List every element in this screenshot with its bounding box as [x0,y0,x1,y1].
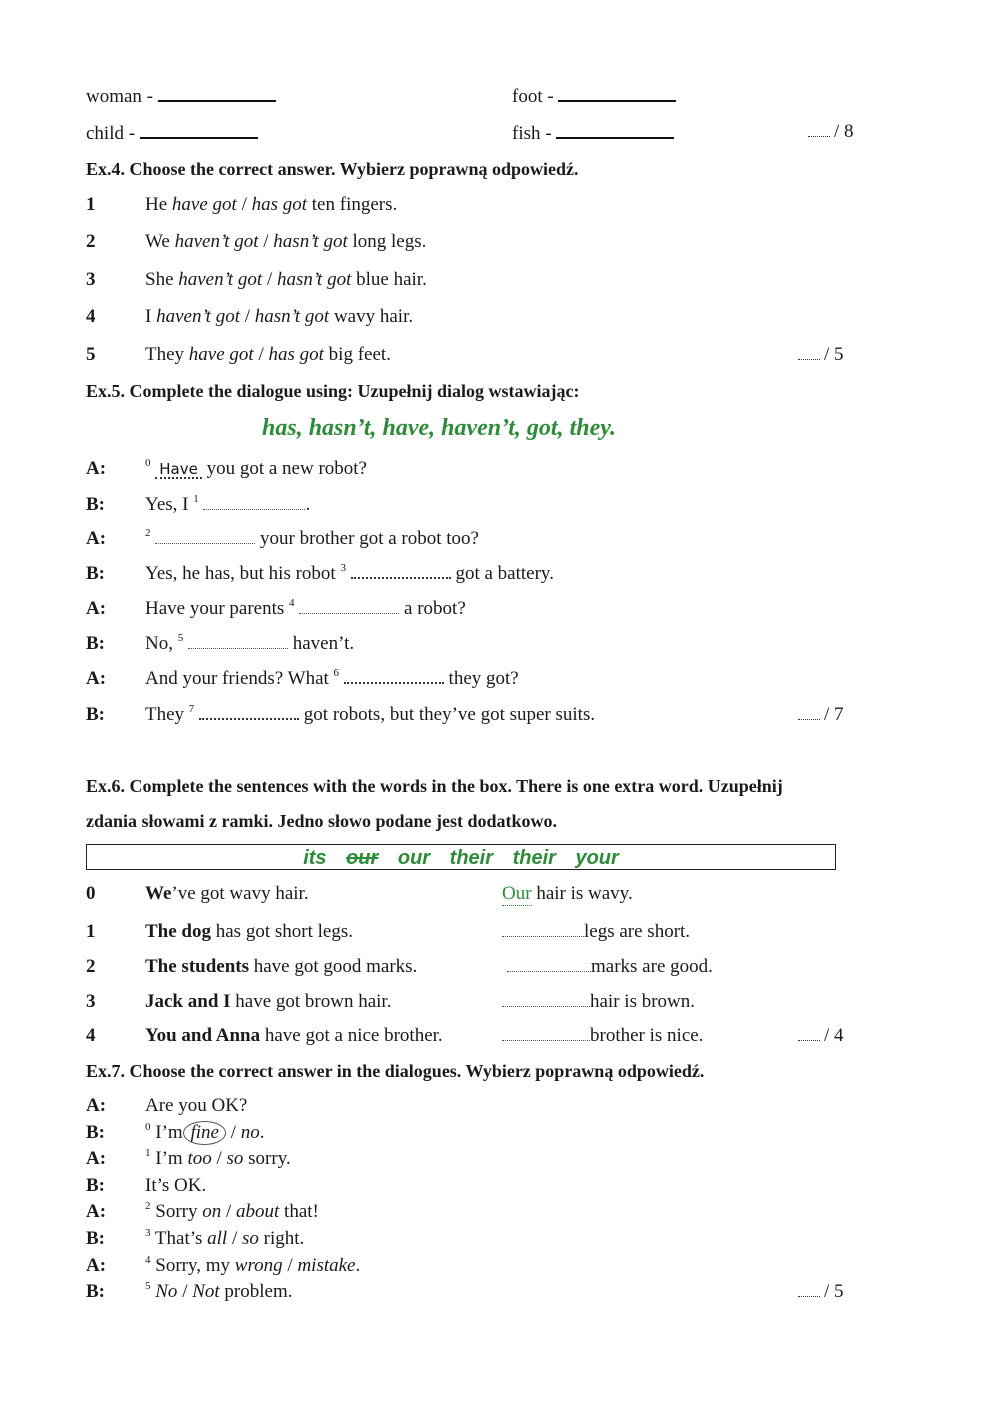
ex7-score: / 5 [798,1281,844,1303]
score-blank[interactable] [798,1026,820,1041]
box-word-used: our [346,847,379,869]
ex7-line: A: $^1$ I’m too / so sorry. [86,1147,291,1169]
ex4-item: 5 They have got / has got big feet. [86,344,391,365]
option[interactable]: hasn’t got [276,269,352,290]
option[interactable]: Not [192,1281,220,1302]
score-blank[interactable] [798,705,820,720]
ex6-item: 4 You and Anna have got a nice brother. [86,1025,443,1046]
ex7-line: B: $^5$ No / Not problem. [86,1280,293,1302]
option[interactable]: on [202,1201,222,1222]
option[interactable]: so [226,1148,244,1169]
ex7-line: B: $^0$ I’m fine / no. [86,1121,265,1143]
word-box [86,844,836,870]
box-word: their [449,847,493,869]
ex6-item: 3 Jack and I have got brown hair. [86,991,392,1012]
answer-blank[interactable] [502,992,590,1007]
example-answer: Have [155,461,202,479]
ex6-heading-line1: Ex.6. Complete the sentences with the words in the box. There is one extra word. Uzupełnij [86,776,783,796]
option[interactable]: so [242,1228,259,1249]
answer-blank[interactable] [158,84,276,102]
dialogue-line: B: No, $^5$ haven’t. [86,632,355,654]
ex4-heading: Ex.4. Choose the correct answer. Wybierz poprawną odpowiedź. [86,159,579,179]
score-blank[interactable] [798,1282,820,1297]
option[interactable]: have got [171,194,237,215]
ex6-item: 1 The dog has got short legs. [86,921,353,942]
box-word: our [397,847,431,869]
dialogue-line: A: $^2$ your brother got a robot too? [86,527,479,549]
option[interactable]: has got [251,194,308,215]
option[interactable]: haven’t got [174,231,259,252]
ex4-item: 1 He have got / has got ten fingers. [86,194,398,215]
option[interactable]: mistake [297,1255,356,1276]
ex4-score: / 5 [798,344,844,366]
ex4-item: 3 She haven’t got / hasn’t got blue hair. [86,269,427,290]
ex6-answer: brother is nice. [502,1025,703,1047]
ex7-heading: Ex.7. Choose the correct answer in the dialogues. Wybierz poprawną odpowiedź. [86,1061,705,1081]
option[interactable]: wrong [234,1255,283,1276]
ex3-row-foot: foot - [512,84,676,108]
ex6-answer: marks are good. [507,956,713,978]
option[interactable]: No [155,1281,178,1302]
option[interactable]: haven’t got [178,269,263,290]
ex7-line: A: Are you OK? [86,1095,248,1116]
option[interactable]: hasn’t got [273,231,348,252]
ex6-answer: hair is brown. [502,991,695,1013]
answer-blank[interactable] [140,121,258,139]
option[interactable]: hasn’t got [254,306,330,327]
option[interactable]: have got [188,344,254,365]
answer-blank[interactable] [299,599,399,614]
score-blank[interactable] [798,345,820,360]
answer-blank[interactable] [502,1026,590,1041]
ex4-item: 4 I haven’t got / hasn’t got wavy hair. [86,306,414,327]
ex4-item: 2 We haven’t got / hasn’t got long legs. [86,231,427,252]
answer-blank[interactable] [502,922,584,937]
answer-blank[interactable] [351,563,451,579]
answer-blank[interactable] [155,529,255,544]
dialogue-line: B: Yes, I $^1$ . [86,493,311,515]
dialogue-line: A: And your friends? What $^6$ they got? [86,667,519,689]
ex6-score: / 4 [798,1025,844,1047]
answer-blank[interactable] [188,634,288,649]
answer-blank[interactable] [558,84,676,102]
answer-blank[interactable] [344,668,444,684]
dialogue-line: A: $^0$ Have you got a new robot? [86,457,367,479]
ex6-item: 0 We’ve got wavy hair. [86,883,309,904]
box-word: its [303,847,327,869]
ex5-heading: Ex.5. Complete the dialogue using: Uzupełnij dialog wstawiając: [86,381,580,401]
ex6-item: 2 The students have got good marks. [86,956,418,977]
answer-blank[interactable] [556,121,674,139]
ex6-answer: legs are short. [502,921,690,943]
ex6-heading-line2: zdania słowami z ramki. Jedno słowo podane jest dodatkowo. [86,811,558,831]
ex3-score: / 8 [808,121,854,143]
answer-blank[interactable] [507,957,591,972]
box-word: their [512,847,556,869]
option[interactable]: haven’t got [156,306,240,327]
dialogue-line: B: Yes, he has, but his robot $^3$ got a battery. [86,562,554,584]
ex5-score: / 7 [798,704,844,726]
ex7-line: A: $^4$ Sorry, my wrong / mistake. [86,1254,361,1276]
box-word: your [575,847,619,869]
answer-blank[interactable] [203,495,305,510]
ex6-answer: Our hair is wavy. [502,883,633,904]
dialogue-line: A: Have your parents $^4$ a robot? [86,597,466,619]
option[interactable]: too [187,1148,212,1169]
example-answer: Our [502,883,532,904]
option[interactable]: no [240,1122,260,1143]
dialogue-line: B: They $^7$ got robots, but they’ve got super suits. [86,703,596,725]
option[interactable]: about [236,1201,280,1222]
answer-blank[interactable] [199,704,299,720]
ex3-row-woman: woman - [86,84,276,108]
option-selected[interactable]: fine [183,1121,226,1145]
ex3-row-child: child - [86,121,258,145]
option[interactable]: all [207,1228,228,1249]
ex7-line: B: $^3$ That’s all / so right. [86,1227,305,1249]
ex5-word-list: has, hasn’t, have, haven’t, got, they. [262,415,617,441]
score-blank[interactable] [808,122,830,137]
ex7-line: B: It’s OK. [86,1175,207,1196]
option[interactable]: has got [268,344,324,365]
ex3-row-fish: fish - [512,121,674,145]
ex7-line: A: $^2$ Sorry on / about that! [86,1200,319,1222]
